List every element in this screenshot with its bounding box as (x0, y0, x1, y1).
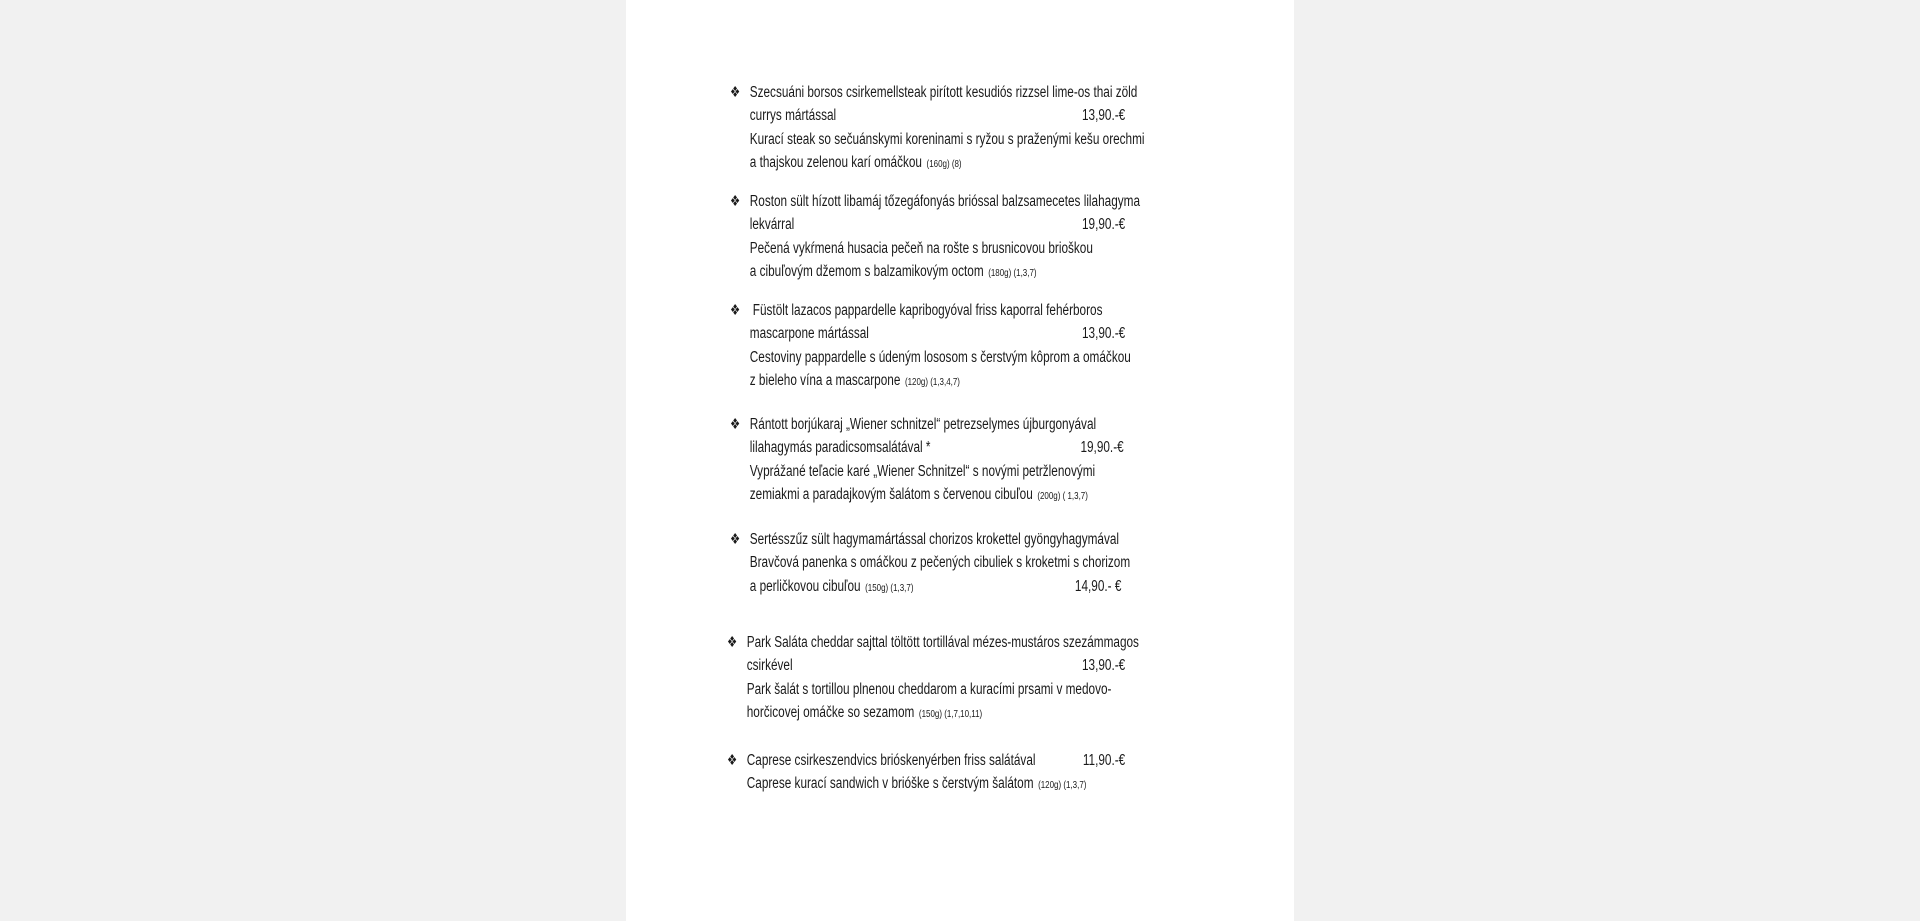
item-desc-sk-cont: a cibuľovým džemom s balzamikovým octom (749, 262, 984, 280)
item-desc-line-1 (730, 460, 1124, 483)
item-desc-line-1 (730, 551, 1131, 574)
item-price: 13,90.-€ (1081, 325, 1126, 343)
item-allergens: (120g) (1,3,4,7) (904, 375, 960, 388)
item-title-hu: Rántott borjúkaraj „Wiener schnitzel“ petrezselymes újburgonyával (749, 416, 1097, 433)
item-price: 13,90.-€ (1082, 657, 1126, 675)
item-title-line-1 (730, 299, 1125, 322)
item-title-hu-cont: lilahagymás paradicsomsalátával * (749, 439, 931, 457)
diamond-bullet-icon: ❖ (730, 531, 741, 548)
item-title-hu-cont: lekvárral (749, 216, 795, 234)
item-desc-line-2 (730, 483, 1124, 506)
diamond-bullet-icon: ❖ (730, 84, 741, 101)
item-title-hu: Park Saláta cheddar sajttal töltött tortillával mézes-mustáros szezámmagos (746, 634, 1139, 651)
diamond-bullet-icon: ❖ (730, 302, 741, 319)
item-title-hu: Caprese csirkeszendvics brióskenyérben friss salátával (746, 752, 1036, 769)
item-desc-line-1 (730, 237, 1125, 260)
item-desc-line-2 (730, 369, 1125, 392)
item-price: 13,90.-€ (1081, 107, 1126, 125)
menu-item (727, 631, 1139, 724)
item-desc-sk-cont: z bieleho vína a mascarpone (749, 371, 901, 389)
item-desc-sk: Bravčová panenka s omáčkou z pečených cibuliek s kroketmi s chorizom (749, 554, 1131, 572)
item-title-hu: Szecsuáni borsos csirkemellsteak pirított kesudiós rizzsel lime-os thai zöld (749, 84, 1138, 101)
item-allergens: (180g) (1,3,7) (988, 266, 1037, 279)
diamond-bullet-icon: ❖ (730, 193, 741, 210)
item-title-line-2 (730, 104, 1125, 127)
menu-item (730, 81, 1145, 174)
item-desc-line-2 (730, 260, 1125, 283)
item-title-line-2 (727, 654, 1125, 677)
item-desc-line-1 (730, 128, 1145, 151)
item-desc-sk: Cestoviny pappardelle s údeným lososom s čerstvým kôprom a omáčkou (749, 348, 1131, 366)
item-title-hu-cont: csirkével (746, 657, 793, 675)
item-desc-sk-cont: horčicovej omáčke so sezamom (746, 703, 915, 721)
item-title-hu-cont: mascarpone mártással (749, 325, 869, 343)
item-desc-sk-cont: zemiakmi a paradajkovým šalátom s červenou cibuľou (749, 485, 1033, 503)
item-desc-line-2 (730, 151, 1125, 174)
item-title-line-2 (730, 213, 1125, 236)
item-allergens: (150g) (1,3,7) (865, 581, 914, 594)
item-title-hu: Sertésszűz sült hagymamártással chorizos krokettel gyöngyhagymával (749, 531, 1120, 548)
menu-item (730, 413, 1124, 506)
item-desc-line-1 (730, 346, 1131, 369)
item-desc-line-2 (730, 575, 1121, 598)
item-title-line-1 (730, 528, 1121, 551)
item-price: 14,90.- € (1074, 577, 1122, 595)
menu-page (626, 0, 1294, 921)
item-desc-sk-cont: a thajskou zelenou karí omáčkou (749, 153, 922, 171)
item-title-hu: Roston sült hízott libamáj tőzegáfonyás brióssal balzsamecetes lilahagyma (749, 193, 1141, 210)
menu-item (730, 528, 1131, 598)
item-title-line-2 (730, 436, 1124, 459)
item-desc-sk: Caprese kurací sandwich v brióške s čerstvým šalátom (746, 775, 1034, 793)
item-desc-sk: Pečená vykŕmená husacia pečeň na rošte s brusnicovou brioškou (749, 239, 1093, 257)
item-title-hu: Füstölt lazacos pappardelle kapribogyóval friss kaporral fehérboros (752, 302, 1103, 319)
item-title-line-1 (727, 631, 1139, 654)
item-price: 11,90.-€ (1082, 752, 1126, 769)
item-desc-sk: Park šalát s tortillou plnenou cheddarom a kuracími prsami v medovo- (746, 680, 1112, 698)
item-title-line-1 (730, 81, 1138, 104)
item-allergens: (200g) ( 1,3,7) (1037, 489, 1088, 502)
menu-item (730, 299, 1131, 392)
item-price: 19,90.-€ (1081, 216, 1126, 234)
item-allergens: (150g) (1,7,10,11) (918, 707, 983, 720)
item-title-line-1 (730, 413, 1124, 436)
menu-item (727, 749, 1125, 796)
item-title-line-1 (727, 749, 1125, 772)
menu-item (730, 190, 1141, 283)
item-desc-line-1 (727, 678, 1125, 701)
item-title-line-1 (730, 190, 1141, 213)
item-allergens: (160g) (8) (926, 157, 962, 170)
item-desc-sk: Kurací steak so sečuánskymi koreninami s ryžou s praženými kešu orechmi (749, 130, 1145, 148)
item-desc-sk-cont: a perličkovou cibuľou (749, 577, 861, 595)
item-desc-line-2 (727, 701, 1125, 724)
diamond-bullet-icon: ❖ (727, 752, 738, 769)
item-title-hu-cont: currys mártással (749, 107, 837, 125)
item-allergens: (120g) (1,3,7) (1038, 779, 1087, 792)
item-desc-line-1 (727, 772, 1125, 795)
item-desc-sk: Vyprážané teľacie karé „Wiener Schnitzel“ s novými petržlenovými (749, 462, 1096, 480)
item-title-line-2 (730, 322, 1125, 345)
item-price: 19,90.-€ (1080, 439, 1124, 457)
diamond-bullet-icon: ❖ (727, 634, 738, 651)
diamond-bullet-icon: ❖ (730, 416, 741, 433)
